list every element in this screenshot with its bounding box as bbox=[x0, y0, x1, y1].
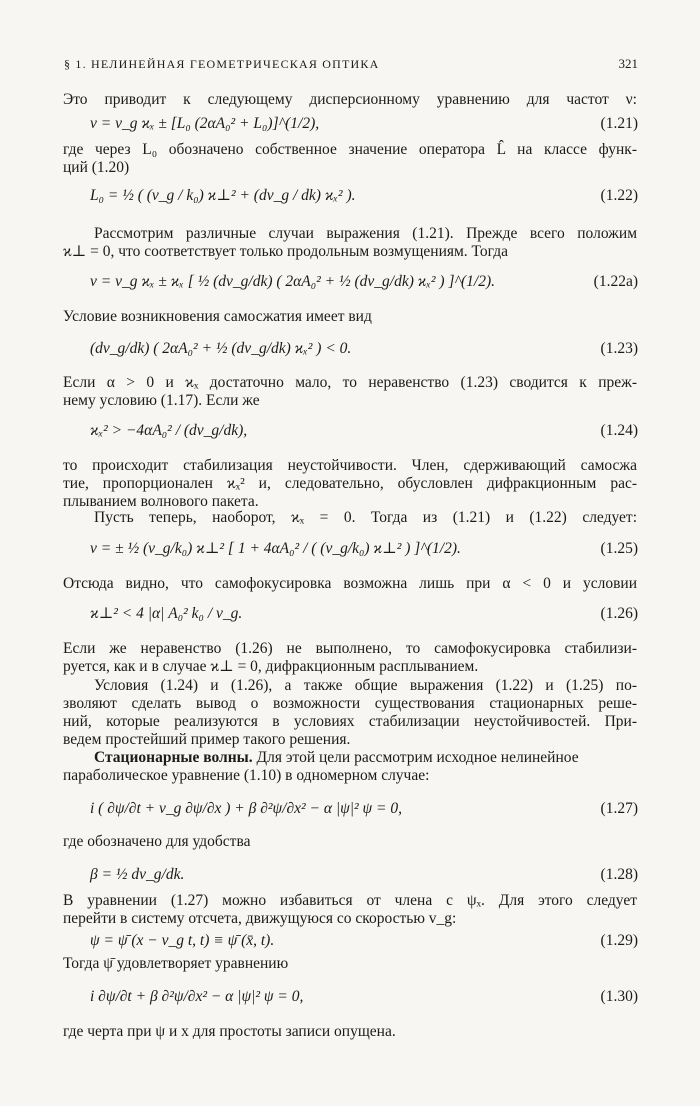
text-line: зволяют сделать вывод о возможности существования стационарных реше- bbox=[63, 695, 637, 712]
equation-1-21 bbox=[90, 114, 638, 134]
text-line: перейти в систему отсчета, движущуюся со скоростью v_g: bbox=[63, 910, 457, 927]
text-line: Условия (1.24) и (1.26), а также общие выражения (1.22) и (1.25) по- bbox=[94, 677, 637, 694]
equation-1-24 bbox=[90, 421, 638, 441]
text-line: Это приводит к следующему дисперсионному уравнению для частот ν: bbox=[63, 91, 637, 108]
equation-expression: ϰ⊥² < 4 |α| A₀² k₀ / v_g. bbox=[90, 605, 243, 622]
equation-expression: i ( ∂ψ/∂t + v_g ∂ψ/∂x ) + β ∂²ψ/∂x² − α |ψ|² ψ = 0, bbox=[90, 800, 402, 817]
text-line: тие, пропорционален ϰₓ² и, следовательно, обусловлен дифракционным рас- bbox=[63, 475, 637, 492]
equation-number: (1.27) bbox=[600, 800, 638, 817]
text-line: нему условию (1.17). Если же bbox=[63, 392, 260, 409]
text-line: Отсюда видно, что самофокусировка возможна лишь при α < 0 и условии bbox=[63, 575, 637, 592]
text-line: где черта при ψ и x для простоты записи опущена. bbox=[63, 1023, 396, 1040]
running-title: § 1. НЕЛИНЕЙНАЯ ГЕОМЕТРИЧЕСКАЯ ОПТИКА bbox=[64, 57, 380, 71]
equation-expression: i ∂ψ/∂t + β ∂²ψ/∂x² − α |ψ|² ψ = 0, bbox=[90, 988, 304, 1005]
equation-1-22a bbox=[90, 272, 638, 292]
equation-1-29 bbox=[90, 931, 638, 951]
text-line: плыванием волнового пакета. bbox=[63, 493, 259, 510]
equation-expression: (dv_g/dk) ( 2αA₀² + ½ (dv_g/dk) ϰₓ² ) < 0. bbox=[90, 340, 352, 357]
text-line: В уравнении (1.27) можно избавиться от члена с ψₓ. Для этого следует bbox=[63, 892, 637, 909]
equation-expression: ν = ± ½ (v_g/k₀) ϰ⊥² [ 1 + 4αA₀² / ( (v_g/k₀) ϰ⊥² ) ]^(1/2). bbox=[90, 540, 461, 557]
equation-1-22 bbox=[90, 186, 638, 206]
text-line: то происходит стабилизация неустойчивости. Член, сдерживающий самосжа bbox=[63, 457, 637, 474]
equation-1-27 bbox=[90, 799, 638, 819]
text-line bbox=[94, 749, 637, 767]
equation-number: (1.25) bbox=[600, 540, 638, 557]
text-line: Рассмотрим различные случаи выражения (1.21). Прежде всего положим bbox=[94, 225, 637, 242]
text-line: Если α > 0 и ϰₓ достаточно мало, то неравенство (1.23) сводится к преж- bbox=[63, 374, 637, 391]
text-line: где обозначено для удобства bbox=[63, 833, 251, 850]
equation-number: (1.22) bbox=[600, 187, 638, 204]
page-number: 321 bbox=[618, 56, 638, 71]
running-header bbox=[64, 56, 638, 72]
equation-number: (1.28) bbox=[600, 866, 638, 883]
equation-number: (1.23) bbox=[600, 340, 638, 357]
equation-expression: ν = v_g ϰₓ ± [L₀ (2αA₀² + L₀)]^(1/2), bbox=[90, 115, 320, 132]
text-line: где через L₀ обозначено собственное значение оператора L̂ на классе функ- bbox=[63, 141, 637, 158]
equation-1-23 bbox=[90, 339, 638, 359]
equation-number: (1.22a) bbox=[593, 273, 638, 290]
text-line: ϰ⊥ = 0, что соответствует только продольным возмущениям. Тогда bbox=[63, 243, 508, 260]
text-line: руется, как и в случае ϰ⊥ = 0, дифракционным расплыванием. bbox=[63, 658, 479, 675]
equation-expression: ν = v_g ϰₓ ± ϰₓ [ ½ (dv_g/dk) ( 2αA₀² + ½ (dv_g/dk) ϰₓ² ) ]^(1/2). bbox=[90, 273, 496, 290]
text-line: ведем простейший пример такого решения. bbox=[63, 731, 351, 748]
equation-expression: L₀ = ½ ( (v_g / k₀) ϰ⊥² + (dv_g / dk) ϰₓ² ). bbox=[90, 187, 356, 204]
section-heading: Стационарные волны. bbox=[94, 749, 253, 766]
equation-1-28 bbox=[90, 865, 638, 885]
equation-number: (1.29) bbox=[600, 932, 638, 949]
equation-number: (1.26) bbox=[600, 605, 638, 622]
equation-1-25 bbox=[90, 539, 638, 559]
equation-number: (1.24) bbox=[600, 422, 638, 439]
equation-number: (1.30) bbox=[600, 988, 638, 1005]
equation-number: (1.21) bbox=[600, 115, 638, 132]
equation-1-30 bbox=[90, 987, 638, 1007]
equation-expression: ϰₓ² > −4αA₀² / (dv_g/dk), bbox=[90, 422, 248, 439]
text-line: Тогда ψ̄ удовлетворяет уравнению bbox=[63, 955, 289, 972]
text-line: Если же неравенство (1.26) не выполнено, то самофокусировка стабилизи- bbox=[63, 640, 637, 657]
equation-1-26 bbox=[90, 604, 638, 624]
equation-expression: β = ½ dv_g/dk. bbox=[90, 866, 185, 883]
text-line: Пусть теперь, наоборот, ϰₓ = 0. Тогда из (1.21) и (1.22) следует: bbox=[94, 509, 637, 526]
equation-expression: ψ = ψ̄ (x − v_g t, t) ≡ ψ̄ (x̄, t). bbox=[90, 932, 275, 949]
text-line: ний, которые реализуются в условиях стабилизации неустойчивостей. При- bbox=[63, 713, 637, 730]
text-run: Для этой цели рассмотрим исходное нелинейное bbox=[252, 749, 579, 766]
text-line: Условие возникновения самосжатия имеет вид bbox=[63, 308, 372, 325]
text-line: ций (1.20) bbox=[63, 159, 130, 176]
text-line: параболическое уравнение (1.10) в одномерном случае: bbox=[63, 767, 430, 784]
